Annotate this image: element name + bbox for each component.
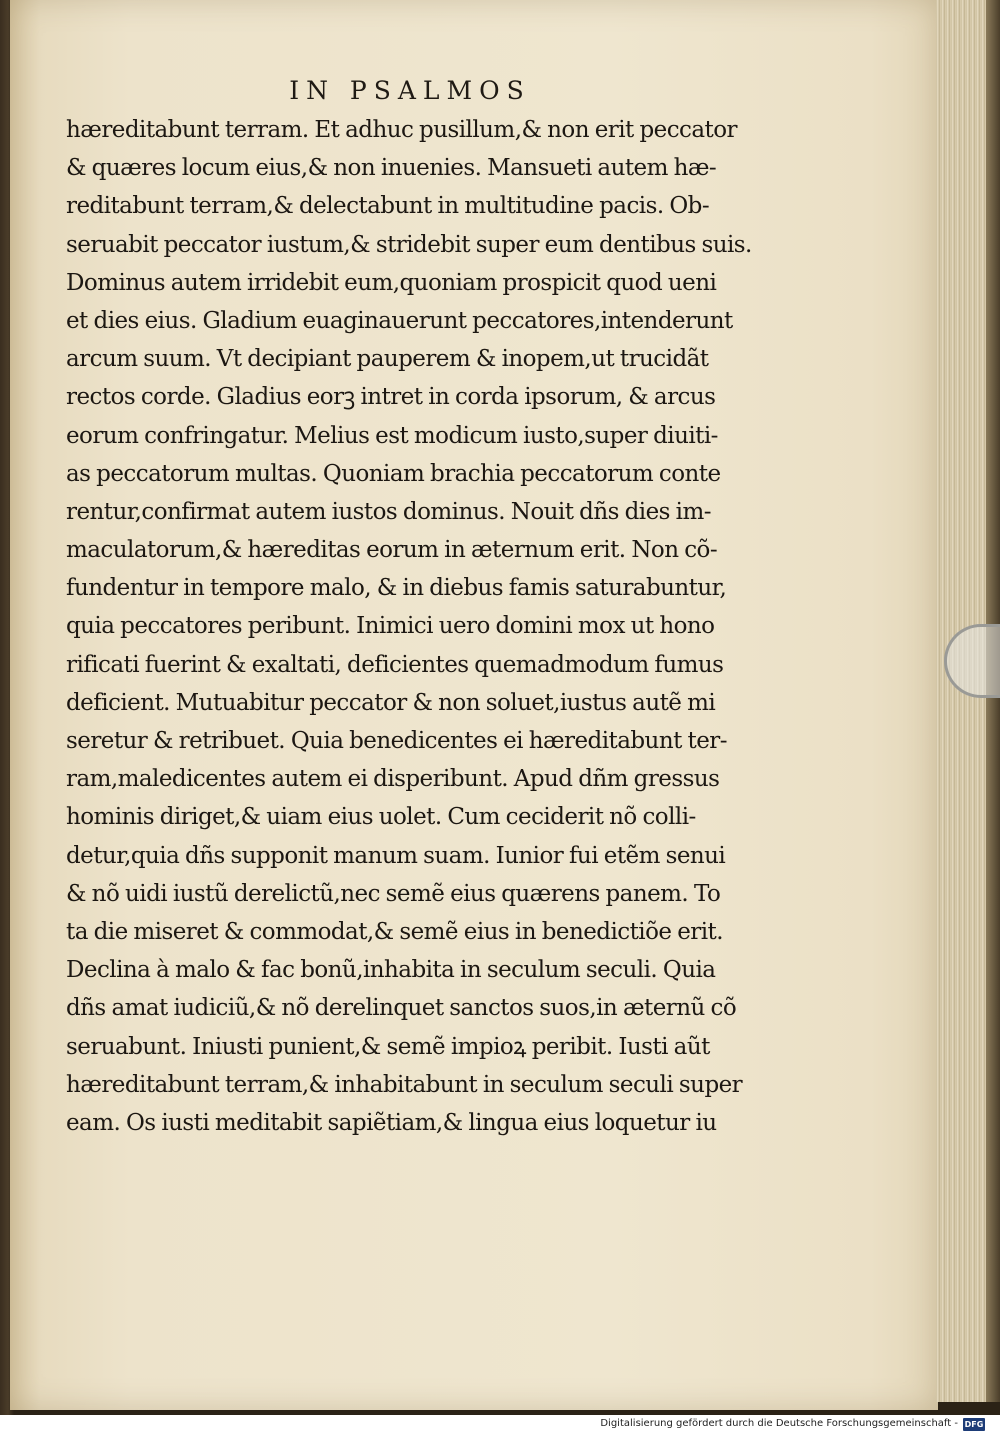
text-line: detur,quia dñs supponit manum suam. Iunior fui etẽm senui xyxy=(66,842,726,869)
text-line: maculatorum,& hæreditas eorum in æternum erit. Non cõ- xyxy=(66,537,718,564)
text-line: & quæres locum eius,& non inuenies. Mansueti autem hæ- xyxy=(66,155,717,182)
text-line: seruabit peccator iustum,& stridebit super eum dentibus suis. xyxy=(66,231,752,258)
text-line: eam. Os iusti meditabit sapiẽtiam,& lingua eius loquetur iu xyxy=(66,1109,717,1136)
text-line: hominis diriget,& uiam eius uolet. Cum ceciderit nõ colli- xyxy=(66,804,696,831)
book-spine-edge xyxy=(986,0,1000,1402)
text-line: Dominus autem irridebit eum,quoniam prospicit quod ueni xyxy=(66,269,717,296)
book-page xyxy=(10,0,938,1410)
funding-notice: Digitalisierung gefördert durch die Deutsche Forschungsgemeinschaft - xyxy=(600,1418,958,1429)
text-line: eorum confringatur. Melius est modicum iusto,super diuiti- xyxy=(66,422,718,449)
text-line: seruabunt. Iniusti punient,& semẽ impioꝝ peribit. Iusti aũt xyxy=(66,1033,710,1060)
text-line: reditabunt terram,& delectabunt in multitudine pacis. Ob- xyxy=(66,193,710,220)
text-line: hæreditabunt terram. Et adhuc pusillum,& non erit peccator xyxy=(66,117,737,143)
text-line: ram,maledicentes autem ei disperibunt. Apud dñm gressus xyxy=(66,766,720,793)
text-line: seretur & retribuet. Quia benedicentes ei hæreditabunt ter- xyxy=(66,728,727,754)
text-line: arcum suum. Vt decipiant pauperem & inopem,ut trucidãt xyxy=(66,346,709,373)
text-line: fundentur in tempore malo, & in diebus famis saturabuntur, xyxy=(66,575,727,602)
text-line: as peccatorum multas. Quoniam brachia peccatorum conte xyxy=(66,460,721,487)
text-line: deficient. Mutuabitur peccator & non soluet,iustus autẽ mi xyxy=(66,689,716,716)
text-line: rentur,confirmat autem iustos dominus. Nouit dñs dies im- xyxy=(66,498,711,525)
dfg-logo: DFG xyxy=(964,1420,984,1429)
text-line: dñs amat iudiciũ,& nõ derelinquet sanctos suos,in æternũ cõ xyxy=(66,995,737,1022)
text-line: hæreditabunt terram,& inhabitabunt in seculum seculi super xyxy=(66,1071,743,1098)
text-line: rificati fuerint & exaltati, deficientes quemadmodum fumus xyxy=(66,651,724,678)
text-line: & nõ uidi iustũ derelictũ,nec semẽ eius quærens panem. To xyxy=(66,880,721,907)
text-line: Declina à malo & fac bonũ,inhabita in seculum seculi. Quia xyxy=(66,957,716,984)
text-line: et dies eius. Gladium euaginauerunt peccatores,intenderunt xyxy=(66,307,733,334)
text-line: rectos corde. Gladius eorꝫ intret in corda ipsorum, & arcus xyxy=(66,384,716,411)
running-head: IN PSALMOS xyxy=(289,76,531,105)
text-block xyxy=(66,111,756,1142)
text-line: ta die miseret & commodat,& semẽ eius in benedictiõe erit. xyxy=(66,918,723,945)
text-line: quia peccatores peribunt. Inimici uero domini mox ut hono xyxy=(66,613,715,640)
